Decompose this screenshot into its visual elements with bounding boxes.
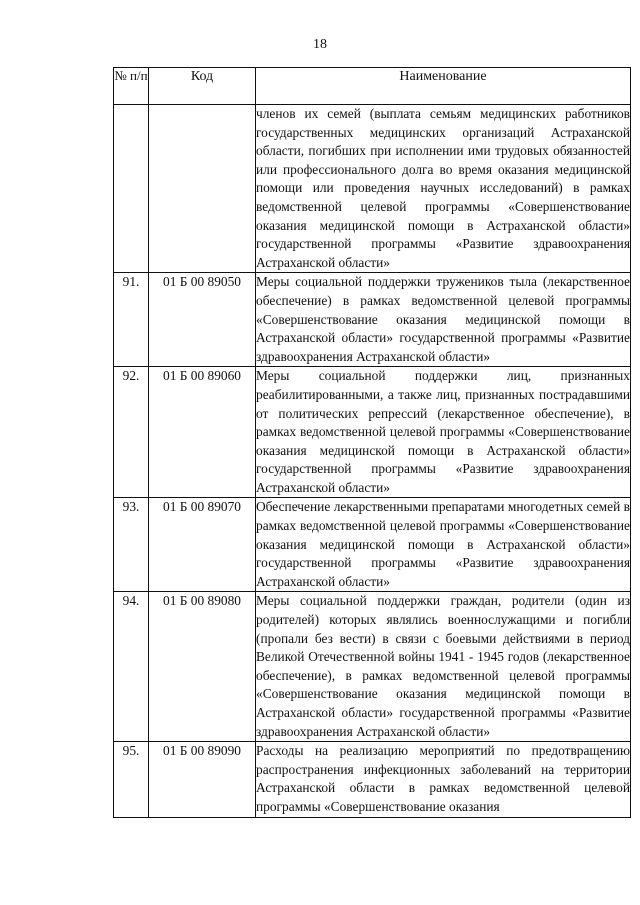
row-num: 93. xyxy=(114,498,149,592)
table-row xyxy=(114,105,631,273)
row-num: 92. xyxy=(114,367,149,498)
row-name: Обеспечение лекарственными препаратами многодетных семей в рамках ведомственной целевой программы «Совершенствование оказания медицинской помощи в Астраханской области» государственной программы «Развитие здравоохранения Астраханской области» xyxy=(256,498,631,592)
row-code: 01 Б 00 89060 xyxy=(149,367,256,498)
page-number: 18 xyxy=(313,37,327,52)
row-name: членов их семей (выплата семьям медицинских работников государственных медицинских организаций Астраханской области, погибших при исполнении ими трудовых обязанностей или профессионального долга во время оказания медицинской помощи или проведения научных исследований) в рамках ведомственной целевой программы «Совершенствование оказания медицинской помощи в Астраханской области» государственной программы «Развитие здравоохранения Астраханской области» xyxy=(256,105,631,273)
row-code xyxy=(149,105,256,273)
row-code: 01 Б 00 89050 xyxy=(149,273,256,367)
row-name: Меры социальной поддержки граждан, родители (один из родителей) которых являлись военнослужащими и погибли (пропали без вести) в связи с боевыми действиями в период Великой Отечественной войны 1941 - 1945 годов (лекарственное обеспечение), в рамках ведомственной целевой программы «Совершенствование оказания медицинской помощи в Астраханской области» государственной программы «Развитие здравоохранения Астраханской области» xyxy=(256,592,631,742)
row-num: 91. xyxy=(114,273,149,367)
row-name: Меры социальной поддержки лиц, признанных реабилитированными, а также лиц, признанных пострадавшими от политических репрессий (лекарственное обеспечение), в рамках ведомственной целевой программы «Совершенствование оказания медицинской помощи в Астраханской области» государственной программы «Развитие здравоохранения Астраханской области» xyxy=(256,367,631,498)
row-name: Меры социальной поддержки тружеников тыла (лекарственное обеспечение) в рамках ведомственной целевой программы «Совершенствование оказания медицинской помощи в Астраханской области» государственной программы «Развитие здравоохранения Астраханской области» xyxy=(256,273,631,367)
row-name: Расходы на реализацию мероприятий по предотвращению распространения инфекционных заболеваний на территории Астраханской области в рамках ведомственной целевой программы «Совершенствование оказания xyxy=(256,742,631,817)
table-row xyxy=(114,273,631,367)
header-num: № п/п xyxy=(114,68,149,105)
budget-code-table xyxy=(113,67,631,818)
row-num: 94. xyxy=(114,592,149,742)
table-row xyxy=(114,367,631,498)
table-row xyxy=(114,742,631,817)
header-code: Код xyxy=(149,68,256,105)
row-num: 95. xyxy=(114,742,149,817)
row-code: 01 Б 00 89080 xyxy=(149,592,256,742)
table-row xyxy=(114,592,631,742)
table-row xyxy=(114,498,631,592)
row-code: 01 Б 00 89070 xyxy=(149,498,256,592)
row-code: 01 Б 00 89090 xyxy=(149,742,256,817)
row-num xyxy=(114,105,149,273)
header-name: Наименование xyxy=(256,68,631,105)
table-header-row xyxy=(114,68,631,105)
